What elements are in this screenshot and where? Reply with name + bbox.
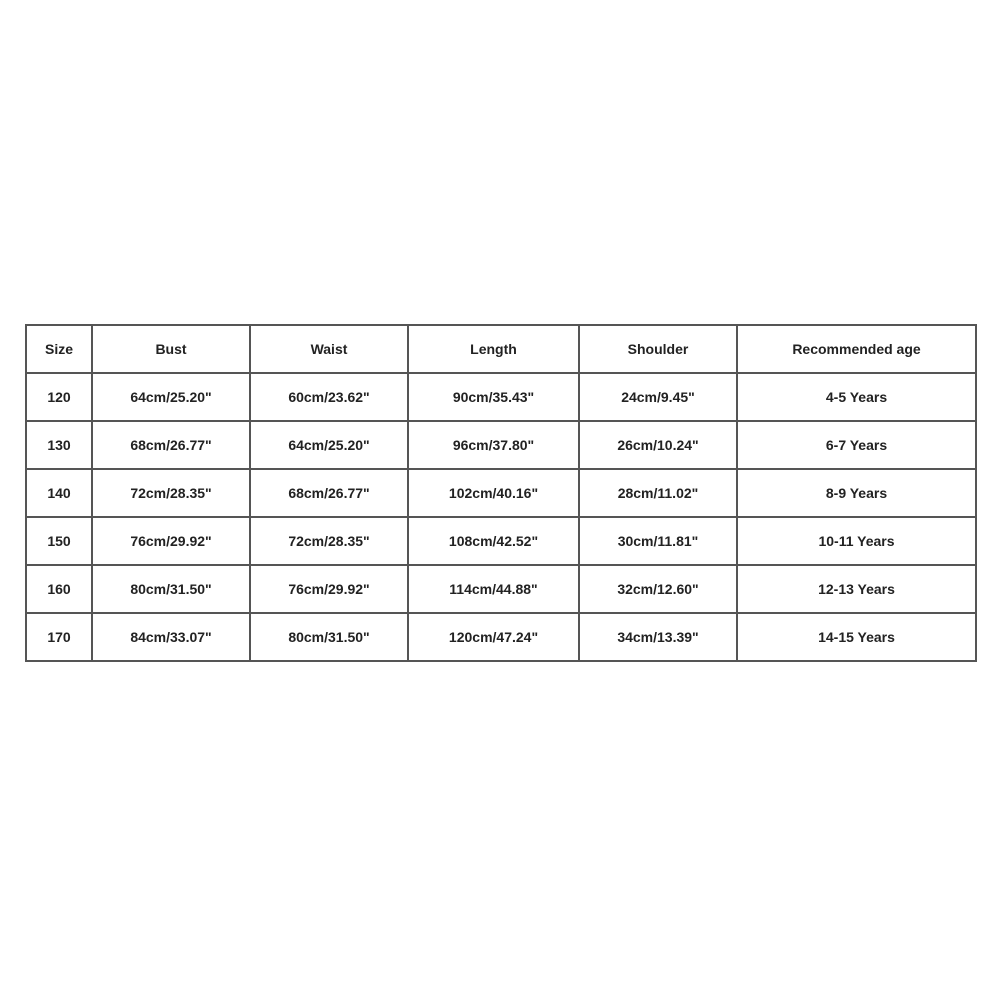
cell-length: 120cm/47.24" [408,613,579,661]
header-size: Size [26,325,92,373]
cell-size: 150 [26,517,92,565]
cell-bust: 64cm/25.20" [92,373,250,421]
cell-waist: 76cm/29.92" [250,565,408,613]
cell-bust: 84cm/33.07" [92,613,250,661]
cell-size: 160 [26,565,92,613]
header-shoulder: Shoulder [579,325,737,373]
cell-recommended-age: 10-11 Years [737,517,976,565]
table-row [26,469,976,517]
cell-waist: 80cm/31.50" [250,613,408,661]
cell-waist: 60cm/23.62" [250,373,408,421]
cell-length: 114cm/44.88" [408,565,579,613]
cell-length: 108cm/42.52" [408,517,579,565]
cell-size: 130 [26,421,92,469]
header-bust: Bust [92,325,250,373]
cell-length: 90cm/35.43" [408,373,579,421]
size-chart-table [25,324,977,662]
table-row [26,565,976,613]
cell-shoulder: 26cm/10.24" [579,421,737,469]
table-header-row [26,325,976,373]
cell-recommended-age: 8-9 Years [737,469,976,517]
cell-shoulder: 30cm/11.81" [579,517,737,565]
cell-recommended-age: 12-13 Years [737,565,976,613]
cell-shoulder: 32cm/12.60" [579,565,737,613]
table-row [26,613,976,661]
header-waist: Waist [250,325,408,373]
cell-shoulder: 28cm/11.02" [579,469,737,517]
cell-size: 120 [26,373,92,421]
cell-shoulder: 24cm/9.45" [579,373,737,421]
cell-waist: 64cm/25.20" [250,421,408,469]
table-row [26,517,976,565]
header-recommended-age: Recommended age [737,325,976,373]
cell-size: 170 [26,613,92,661]
cell-bust: 76cm/29.92" [92,517,250,565]
cell-waist: 72cm/28.35" [250,517,408,565]
table-row [26,373,976,421]
cell-bust: 80cm/31.50" [92,565,250,613]
cell-bust: 72cm/28.35" [92,469,250,517]
table-row [26,421,976,469]
header-length: Length [408,325,579,373]
cell-length: 96cm/37.80" [408,421,579,469]
cell-size: 140 [26,469,92,517]
cell-recommended-age: 4-5 Years [737,373,976,421]
cell-bust: 68cm/26.77" [92,421,250,469]
cell-shoulder: 34cm/13.39" [579,613,737,661]
cell-recommended-age: 14-15 Years [737,613,976,661]
cell-recommended-age: 6-7 Years [737,421,976,469]
cell-waist: 68cm/26.77" [250,469,408,517]
cell-length: 102cm/40.16" [408,469,579,517]
